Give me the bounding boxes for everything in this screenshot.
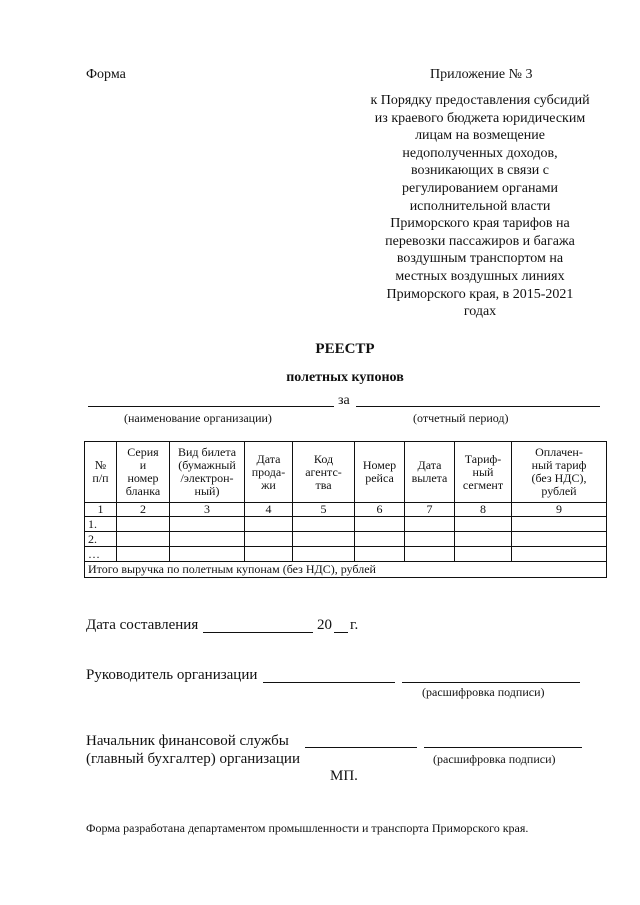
registry-title: РЕЕСТР: [315, 341, 375, 357]
head-signature-line[interactable]: [263, 682, 395, 683]
appendix-text: [355, 92, 605, 321]
column-number: 3: [170, 503, 245, 517]
date-suffix: г.: [350, 617, 359, 633]
appendix-line: регулированием органами: [401, 180, 559, 196]
appendix-line: из краевого бюджета юридическим: [374, 110, 586, 126]
head-signature-caption: (расшифровка подписи): [422, 685, 545, 699]
period-caption: (отчетный период): [413, 411, 509, 425]
table-cell[interactable]: [405, 547, 455, 562]
table-cell[interactable]: [405, 517, 455, 532]
table-row: [85, 517, 607, 532]
org-name-line[interactable]: [88, 406, 334, 407]
appendix-line: местных воздушных линиях: [395, 268, 565, 284]
finance-name-line[interactable]: [424, 747, 582, 748]
appendix-line: воздушным транспортом на: [396, 251, 564, 267]
col-header-flight-number: Номер рейса: [355, 442, 405, 503]
table-cell[interactable]: [455, 532, 512, 547]
appendix-title: Приложение № 3: [430, 67, 533, 82]
appendix-line: Приморского края тарифов на: [390, 216, 570, 232]
stamp-label: МП.: [330, 768, 358, 784]
appendix-line: недополученных доходов,: [402, 145, 558, 161]
col-header-ticket-type: Вид билета (бумажный /электрон- ный): [170, 442, 245, 503]
table-cell[interactable]: [117, 517, 170, 532]
date-day-month-line[interactable]: [203, 632, 313, 633]
appendix-line: исполнительной власти: [409, 198, 551, 214]
table-cell[interactable]: [117, 532, 170, 547]
head-name-line[interactable]: [402, 682, 580, 683]
table-row: [85, 532, 607, 547]
total-label: Итого выручка по полетным купонам (без НДС), рублей: [85, 562, 607, 578]
table-cell[interactable]: [293, 532, 355, 547]
column-number: 9: [512, 503, 607, 517]
finance-label-line2: (главный бухгалтер) организации: [86, 751, 300, 767]
date-year-prefix: 20: [317, 617, 332, 633]
table-cell[interactable]: [355, 547, 405, 562]
registry-subtitle: полетных купонов: [286, 370, 404, 385]
table-cell[interactable]: [245, 532, 293, 547]
developed-by-note: Форма разработана департаментом промышленности и транспорта Приморского края.: [86, 821, 529, 835]
row-index: 1.: [85, 517, 117, 532]
appendix-line: лицам на возмещение: [415, 128, 545, 144]
table-cell[interactable]: [117, 547, 170, 562]
column-number: 7: [405, 503, 455, 517]
table-cell[interactable]: [455, 547, 512, 562]
form-label: Форма: [86, 67, 126, 82]
period-line[interactable]: [356, 406, 600, 407]
col-header-tariff-segment: Тариф- ный сегмент: [455, 442, 512, 503]
finance-signature-line[interactable]: [305, 747, 417, 748]
appendix-line: Приморского края, в 2015-2021: [386, 286, 574, 302]
coupons-table: [84, 441, 607, 578]
table-cell[interactable]: [512, 532, 607, 547]
column-number: 2: [117, 503, 170, 517]
row-index: 2.: [85, 532, 117, 547]
finance-label-line1: Начальник финансовой службы: [86, 733, 289, 749]
table-cell[interactable]: [293, 517, 355, 532]
table-row: [85, 547, 607, 562]
table-cell[interactable]: [405, 532, 455, 547]
table-cell[interactable]: [293, 547, 355, 562]
table-cell[interactable]: [355, 517, 405, 532]
col-header-departure-date: Дата вылета: [405, 442, 455, 503]
col-header-paid-tariff: Оплачен- ный тариф (без НДС), рублей: [512, 442, 607, 503]
col-header-sale-date: Дата прода- жи: [245, 442, 293, 503]
org-caption: (наименование организации): [124, 411, 272, 425]
table-cell[interactable]: [355, 532, 405, 547]
appendix-line: перевозки пассажиров и багажа: [385, 233, 575, 249]
column-number: 6: [355, 503, 405, 517]
table-cell[interactable]: [512, 517, 607, 532]
total-row: [85, 562, 607, 578]
table-cell[interactable]: [245, 517, 293, 532]
col-header-number: № п/п: [85, 442, 117, 503]
date-year-line[interactable]: [334, 632, 348, 633]
column-numbers-row: [85, 503, 607, 517]
table-cell[interactable]: [455, 517, 512, 532]
appendix-line: к Порядку предоставления субсидий: [370, 93, 590, 108]
column-number: 4: [245, 503, 293, 517]
table-cell[interactable]: [245, 547, 293, 562]
head-label: Руководитель организации: [86, 667, 258, 683]
finance-signature-caption: (расшифровка подписи): [433, 752, 556, 766]
column-number: 8: [455, 503, 512, 517]
appendix-line: возникающих в связи с: [411, 163, 549, 179]
col-header-agency-code: Код агентс- тва: [293, 442, 355, 503]
date-label: Дата составления: [86, 617, 199, 633]
appendix-line: годах: [463, 304, 497, 320]
column-number: 5: [293, 503, 355, 517]
table-cell[interactable]: [512, 547, 607, 562]
table-cell[interactable]: [170, 547, 245, 562]
table-cell[interactable]: [170, 532, 245, 547]
za-label: за: [338, 393, 350, 408]
col-header-series: Серия и номер бланка: [117, 442, 170, 503]
table-header-row: [85, 442, 607, 503]
table-cell[interactable]: [170, 517, 245, 532]
column-number: 1: [85, 503, 117, 517]
row-index: …: [85, 547, 117, 562]
